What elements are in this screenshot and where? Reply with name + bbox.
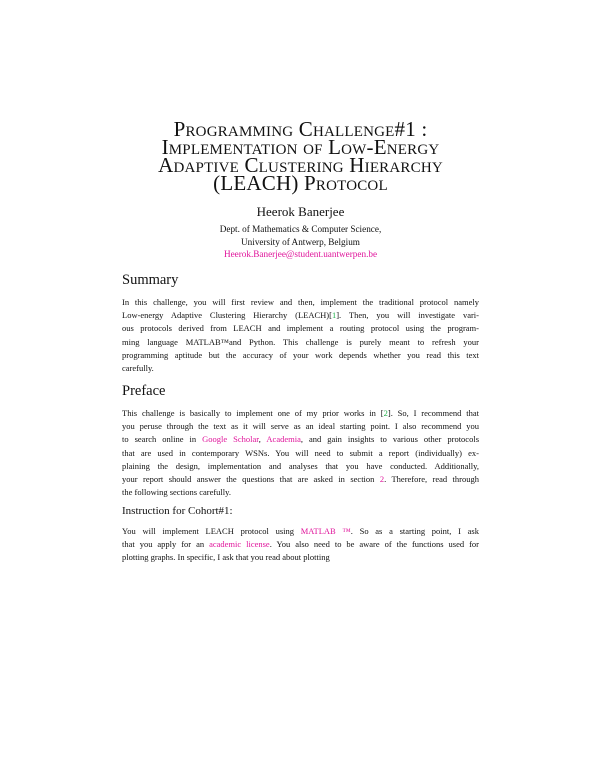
summary-heading: Summary (122, 272, 179, 288)
cohort-line-2 (122, 538, 479, 551)
preface-heading: Preface (122, 383, 166, 399)
university: University of Antwerp, Belgium (241, 236, 360, 247)
preface-paragraph (122, 407, 479, 499)
summary-line-1: In this challenge, you will first review and then, implement the traditional protocol namely (122, 297, 479, 307)
title-line-4: (LEACH) Protocol (213, 171, 388, 195)
author-name: Heerok Banerjee (256, 204, 345, 219)
cohort-line-2-start: that you apply for an (122, 539, 210, 550)
preface-line-3 (122, 433, 479, 446)
title-line-1: Programming Challenge#1 : (173, 117, 428, 141)
cohort-line-2-end: . You also need to be aware of the functions used for (269, 539, 479, 550)
summary-paragraph (122, 296, 479, 375)
section-ref-link[interactable]: 2 (379, 473, 385, 484)
google-scholar-link[interactable]: Google Scholar (202, 434, 259, 445)
preface-line-3-start: to search online in (122, 434, 203, 445)
cohort-line-1-end: . So as a starting point, I ask (350, 526, 479, 536)
preface-line-3-end: , and gain insights to various other protocols (300, 434, 479, 445)
cohort-line-3: plotting graphs. In specific, I ask that you read about plotting (122, 552, 330, 563)
preface-line-6-end: . Therefore, read through (384, 473, 480, 484)
preface-line-4: that are used in contemporary WSNs. You will need to submit a report (individually) ex- (122, 447, 479, 458)
preface-line-2: you peruse through the text as it will serve as an ideal starting point. I also recommend you (122, 421, 479, 432)
preface-line-1 (122, 407, 479, 420)
summary-line-6: carefully. (122, 362, 154, 373)
academia-link[interactable]: Academia (266, 434, 301, 445)
summary-line-2 (122, 309, 479, 322)
citation-link-1[interactable]: 1 (331, 310, 337, 321)
cohort-line-1-start: You will implement LEACH protocol using (122, 526, 301, 536)
cohort-heading: Instruction for Cohort#1: (122, 505, 233, 517)
preface-line-3-sep: , (258, 434, 267, 445)
citation-link-2[interactable]: 2 (383, 408, 388, 418)
preface-line-6 (122, 473, 479, 486)
summary-line-5: programming aptitude but the accuracy of your work depends whether you read this text (122, 349, 479, 360)
preface-line-7: the following sections carefully. (122, 487, 231, 498)
title-line-3: Adaptive Clustering Hierarchy (158, 153, 443, 177)
preface-line-5: plaining the design, implementation and analyses that you have conducted. Additionally, (122, 460, 479, 471)
summary-line-3: ous protocols derived from LEACH and implement a routing protocol using the program- (122, 323, 479, 334)
preface-line-6-start: your report should answer the questions that are asked in section (122, 473, 380, 484)
preface-line-1-start: This challenge is basically to implement one of my prior works in [ (122, 408, 384, 418)
title-line-2: Implementation of Low-Energy (161, 135, 440, 159)
summary-line-2-end: ]. Then, you will investigate vari- (336, 310, 480, 321)
author-affiliation (122, 223, 479, 261)
author-email-link[interactable]: Heerok.Banerjee@student.uantwerpen.be (223, 249, 378, 259)
cohort-line-1 (122, 525, 479, 538)
cohort-paragraph (122, 525, 479, 565)
academic-license-link[interactable]: academic license (209, 539, 270, 550)
summary-line-4: ming language MATLAB™and Python. This challenge is purely meant to refresh your (122, 336, 479, 347)
paper-title (122, 117, 479, 195)
summary-line-2-start: Low-energy Adaptive Clustering Hierarchy (LEACH)[ (122, 310, 332, 321)
matlab-link[interactable]: MATLAB ™ (300, 526, 351, 536)
preface-line-1-end: ]. So, I recommend that (387, 408, 479, 418)
department: Dept. of Mathematics & Computer Science, (219, 224, 382, 234)
